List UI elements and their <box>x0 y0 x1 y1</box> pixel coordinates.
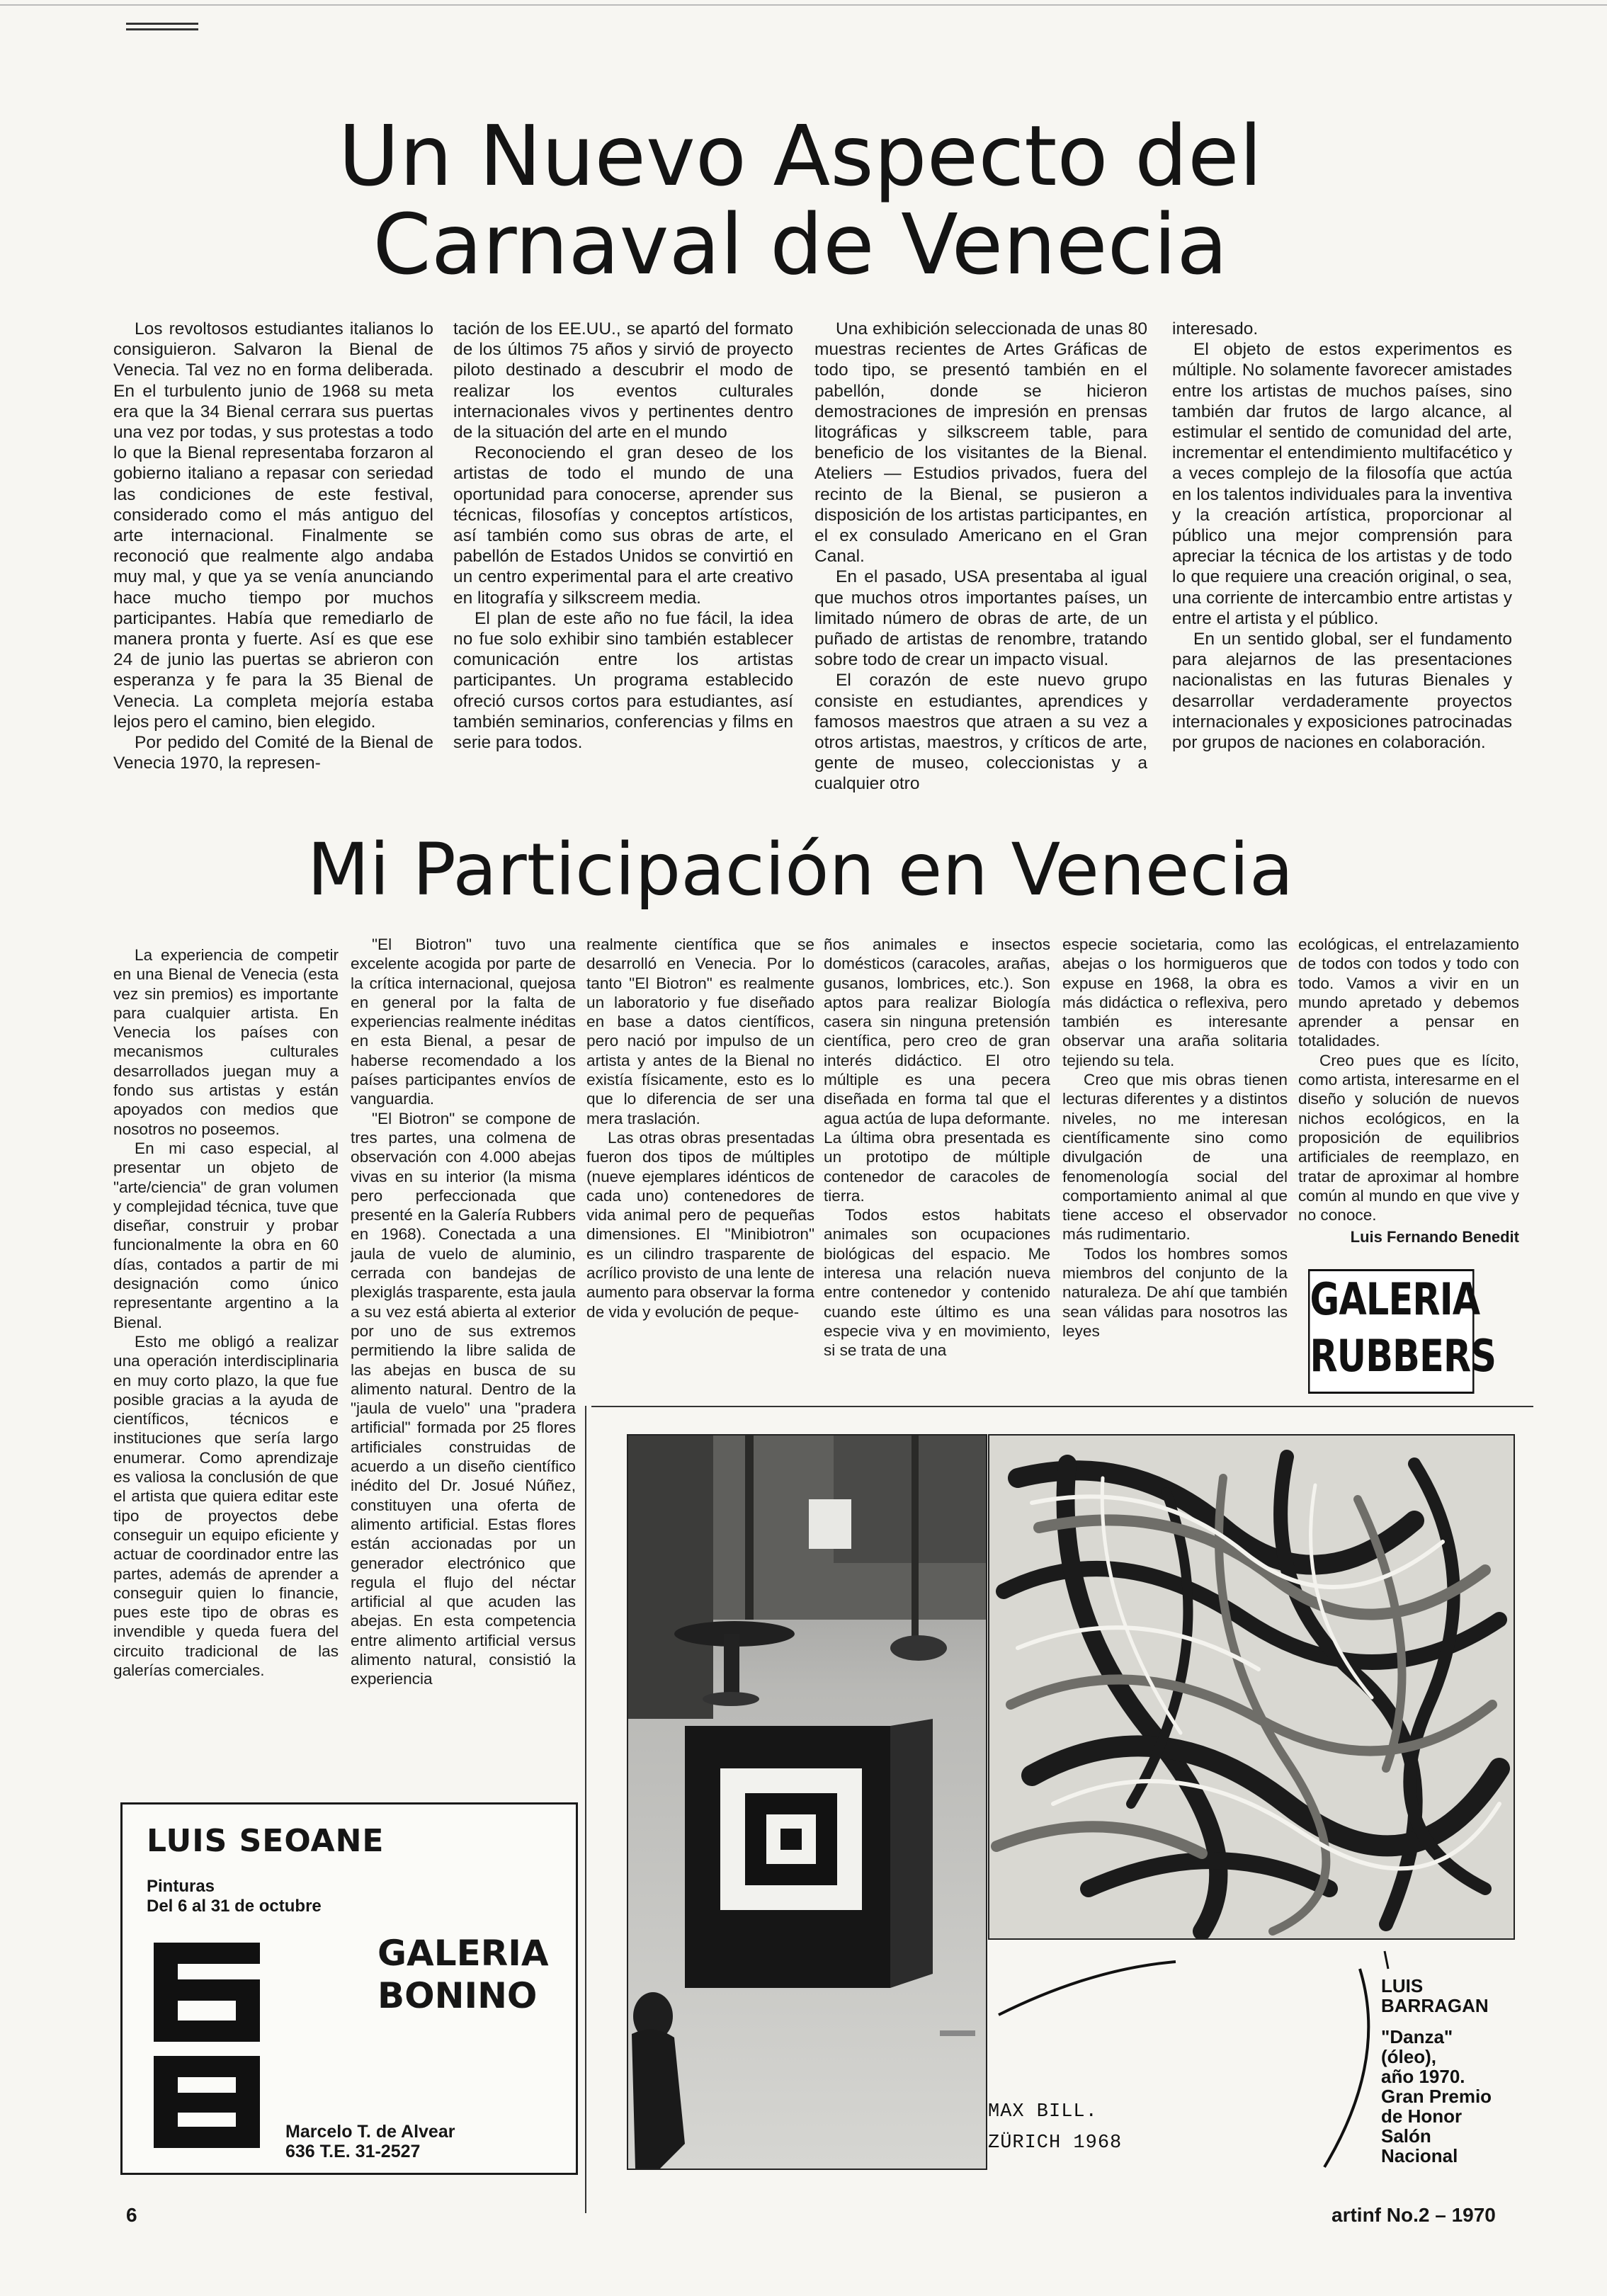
top-edge-line <box>0 4 1607 6</box>
article2-title: Mi Participación en Venecia <box>307 828 1294 912</box>
ad-artist-name: LUIS SEOANE <box>147 1823 385 1859</box>
max-bill-caption: MAX BILL. ZÜRICH 1968 <box>988 2101 1123 2154</box>
image-area-left-rule <box>585 1406 586 2213</box>
paragraph: Por pedido del Comité de la Bienal de Venecia 1970, la represen- <box>113 733 433 773</box>
ad-gallery-name: GALERIA BONINO <box>377 1933 549 2016</box>
paragraph: Las otras obras presentadas fueron dos tipos de múltiples (nueve ejemplares idénticos de cada uno) contenedores de vida animal pero de pequeñas dimensiones. El "Minibiotron" es un cilindro trasparente de acrílico provisto de una lente de aumento para observar la forma de vida y evolución de peque- <box>586 1128 814 1321</box>
publication-footer: artinf No.2 – 1970 <box>1331 2204 1496 2226</box>
image-area-top-rule <box>591 1406 1533 1407</box>
top-rule-2 <box>126 28 198 30</box>
sixty-eight-logo <box>147 1936 274 2155</box>
paragraph: Todos estos habitats animales son ocupaciones biológicas del espacio. Me interesa una relación nueva entre contenedor y contenido cuando este último es una especie viva y en movimiento, si se trata de una <box>824 1206 1050 1360</box>
paragraph: El plan de este año no fue fácil, la idea no fue solo exhibir sino también establecer comunicación entre los artistas participantes. Un programa establecido ofreció cursos cortos para estudiantes, así también seminarios, conferencias y films en serie para todos. <box>453 608 793 753</box>
logo-line-2: RUBBERS <box>1310 1330 1497 1382</box>
paragraph: En mi caso especial, al presentar un objeto de "arte/ciencia" de gran volumen y complejidad técnica, tuve que diseñar, construir y probar funcionalmente la obra en 60 días, contados a partir de mi designación como único representante argentino a la Bienal. <box>113 1139 339 1331</box>
paragraph: ecológicas, el entrelazamiento de todos con todos y todo con todo. Vamos a vivir en un mundo apretado y debemos aprender a pensar en totalidades. <box>1298 936 1519 1050</box>
gallery-advertisement <box>120 1802 578 2175</box>
article1-column-4 <box>1172 319 1512 807</box>
paragraph: "El Biotron" se compone de tres partes, una colmena de observación con 4.000 abejas vivas en su interior (la misma pero perfeccionada que presenté en la Galería Rubbers en 1968). Conectada a una jaula de vuelo de aluminio, cerrada con bandejas de plexiglás trasparente, esta jaula a su vez está abierta al exterior por uno de sus extremos permitiendo la libre salida de las abejas en busca de su alimento natural. Dentro de la "jaula de vuelo" una "pradera artificial" formada por 25 flores artificiales construidas de acuerdo a un diseño científico inédito del Dr. Josué Núñez, constituyen una oferta de alimento artificial. Estas flores están accionadas por un generador electrónico que regula el flujo del néctar artificial al que acuden las abejas. En esta competencia entre alimento artificial versus alimento natural, consistió la experiencia <box>351 1109 576 1688</box>
article1-column-3 <box>814 319 1147 807</box>
article2-column-4 <box>824 935 1050 1402</box>
max-bill-photo <box>628 1436 986 2169</box>
paragraph: Reconociendo el gran deseo de los artistas de todo el mundo de una oportunidad para conocerse, aprender sus técnicas, filosofías y conceptos artísticos, así también como sus obras de arte, el pabellón de Estados Unidos se convirtió en un centro experimental para el arte creativo en litografía y silkscreem media. <box>453 443 793 608</box>
galeria-rubbers-logo <box>1308 1269 1497 1394</box>
paragraph: El corazón de este nuevo grupo consiste en estudiantes, aprendices y famosos maestros que atraen a su vez a otros artistas, maestros, y críticos de arte, gente de museo, coleccionistas y a cualquier otro <box>814 671 1147 794</box>
paragraph: "El Biotron" tuvo una excelente acogida por parte de la crítica internacional, quejosa en general por la falta de experiencias realmente inéditas en esta Bienal, a pesar de haberse recomendado a los países participantes envíos de vanguardia. <box>351 936 576 1108</box>
page-number: 6 <box>126 2204 137 2226</box>
article2-column-3 <box>586 935 814 1402</box>
top-rule-1 <box>126 23 198 25</box>
paragraph: ños animales e insectos domésticos (caracoles, arañas, gusanos, lombrices, etc.). Son aptos para realizar Biología casera sin ninguna pretensión científica, pero creo de gran interés didáctico. El otro múltiple es una pecera diseñada en forma tal que el agua actúa de lupa deformante. La última obra presentada es un prototipo de múltiple contenedor de caracoles de tierra. <box>824 936 1050 1205</box>
handdrawn-stroke <box>992 1940 1402 2174</box>
paragraph: Los revoltosos estudiantes italianos lo consiguieron. Salvaron la Bienal de Venecia. Tal vez no en forma deliberada. En el turbulento junio de 1968 su meta era que la 34 Bienal cerrara sus puertas una vez por todas, y sus protestas a todo lo que la Bienal representaba forzaron al gobierno italiano a repasar con seriedad las condiciones de este festival, considerado como el más antiguo del arte internacional. Finalmente se reconoció que realmente algo andaba muy mal, y que ya se venía anunciando hace mucho tiempo por muchos participantes. Había que remediarlo de manera pronta y fuerte. Así es que ese 24 de junio las puertas se abrieron con esperanza y fe para la 35 Bienal de Venecia. La completa mejoría estaba lejos pero el camino, bien elegido. <box>113 319 433 732</box>
danza-painting-frame <box>988 1434 1515 1940</box>
paragraph: La experiencia de competir en una Bienal de Venecia (esta vez sin premios) es importante para cualquier artista. En Venecia los países con mecanismos culturales desarrollados juegan muy a fondo sus artistas y están apoyados con medios que nosotros no poseemos. <box>113 946 339 1138</box>
painting-details: "Danza" (óleo), año 1970. Gran Premio de Honor Salón Nacional <box>1381 2026 1492 2166</box>
article1-column-2 <box>453 319 793 807</box>
danza-painting <box>989 1436 1514 1938</box>
paragraph: En el pasado, USA presentaba al igual que muchos otros importantes países, un limitado número de obras de arte, de un puñado de artistas de renombre, tratando sobre todo de crear un impacto visual. <box>814 567 1147 670</box>
max-bill-photo-frame <box>627 1434 987 2170</box>
paragraph: Todos los hombres somos miembros del conjunto de la naturaleza. De ahí que también sean válidas para nosotros las leyes <box>1062 1244 1288 1340</box>
paragraph: realmente científica que se desarrolló en Venecia. Por lo tanto "El Biotron" es realmente un laboratorio y fue diseñado en base a datos científicos, pero nació por impulso de un artista y antes de la Bienal no existía físicamente, esto es lo que lo diferencia de ser una mera traslación. <box>586 936 814 1127</box>
paragraph: especie societaria, como las abejas o los hormigueros que expuse en 1968, la obra es más didáctica o reflexiva, pero también es interesante observar una araña solitaria tejiendo su tela. <box>1062 936 1288 1069</box>
paragraph: En un sentido global, ser el fundamento para alejarnos de las presentaciones nacionalistas en las futuras Bienales y desarrollar verdaderamente proyectos internacionales y exposiciones patrocinadas por grupos de naciones en colaboración. <box>1172 630 1512 753</box>
paragraph: Creo que mis obras tienen lecturas diferentes y a distintos niveles, no me interesan científicamente sino como divulgación de una fenomenología social del comportamiento animal al que tiene acceso el observador más rudimentario. <box>1062 1071 1288 1244</box>
barragan-caption: LUIS BARRAGAN "Danza" (óleo), año 1970. Gran Premio de Honor Salón Nacional <box>1381 1975 1492 2166</box>
paragraph: Esto me obligó a realizar una operación interdisciplinaria en muy corto plazo, la que fue posible gracias a la ayuda de científicos, técnicos e instituciones que sería largo enumerar. Como aprendizaje es valiosa la conclusión de que el artista que quiera editar este tipo de proyectos debe conseguir un equipo eficiente y actuar de coordinador entre las partes, además de aprender a conseguir quien lo financie, pues este tipo de obras es invendible y queda fuera del circuito tradicional de las galerías comerciales. <box>113 1332 339 1679</box>
paragraph: interesado. <box>1172 319 1259 339</box>
article2-column-5 <box>1062 935 1288 1402</box>
article1-title: Un Nuevo Aspecto del Carnaval de Venecia <box>338 107 1263 294</box>
digit-eight <box>154 2056 260 2148</box>
paragraph: Una exhibición seleccionada de unas 80 muestras recientes de Artes Gráficas de todo tipo, se presentó también en el pabellón, donde se hicieron demostraciones de impresión en prensas litográficas y silkscreem table, para beneficio de los visitantes de la Bienal. Ateliers — Estudios privados, fuera del recinto de la Bienal, se pusieron a disposición de los artistas participantes, en el ex consulado Americano en el Gran Canal. <box>814 319 1147 567</box>
logo-line-1: GALERIA <box>1310 1273 1480 1325</box>
paragraph: Creo pues que es lícito, como artista, interesarme en el diseño y solución de nuevos nichos ecológicos, en la proposición de equilibrios artificiales de reemplazo, en tratar de aproximar al hombre común al mundo en que vive y no conoce. <box>1298 1051 1519 1224</box>
article1-column-1 <box>113 319 433 807</box>
ad-exhibition-info: Pinturas Del 6 al 31 de octubre <box>147 1877 322 1916</box>
ad-address: Marcelo T. de Alvear 636 T.E. 31-2527 <box>285 2122 455 2161</box>
article2-column-1 <box>113 945 339 1792</box>
digit-six <box>154 1943 260 2042</box>
byline: Luis Fernando Benedit <box>1350 1228 1519 1246</box>
article2-column-6 <box>1298 935 1519 1268</box>
paragraph: El objeto de estos experimentos es múltiple. No solamente favorecer amistades entre los artistas de muchos países, sino también dar frutos de largo alcance, al estimular el sentido de comunidad del arte, incrementar el entendimiento multifacético y a veces complejo de la filosofía que actúa en los talentos individuales para la inventiva y la creación artística, proporcionar al público una mejor comprensión para apreciar la técnica de los artistas y de todo lo que requiere una creación original, o sea, una corriente de intercambio entre artistas y entre el artista y el público. <box>1172 340 1512 628</box>
paragraph: tación de los EE.UU., se apartó del formato de los últimos 75 años y sirvió de proyecto piloto destinado a descubrir el modo de realizar los eventos culturales internacionales vivos y pertinentes dentro de la situación del arte en el mundo <box>453 319 793 443</box>
article2-column-2 <box>351 935 576 1785</box>
